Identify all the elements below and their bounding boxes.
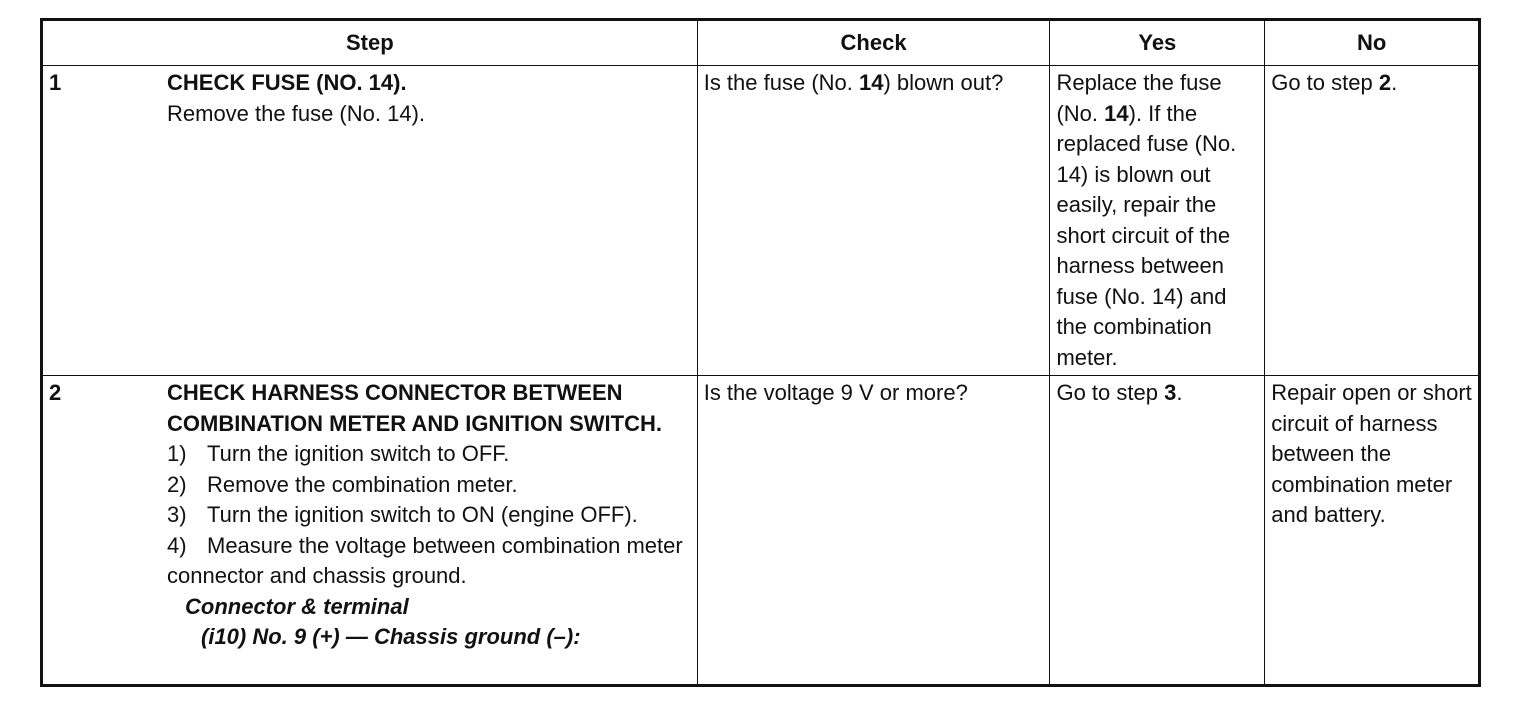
header-yes: Yes — [1050, 20, 1265, 66]
no-cell: Repair open or short circuit of harness between the combination meter and battery. — [1265, 376, 1480, 686]
diagnostic-table — [40, 18, 1481, 687]
instruction-number: 4) — [167, 532, 187, 558]
instruction-text: Measure the voltage between combination meter connector and chassis ground. — [167, 532, 683, 588]
step-title: CHECK FUSE (NO. 14). — [167, 70, 407, 95]
step-title: CHECK HARNESS CONNECTOR BETWEEN COMBINATION METER AND IGNITION SWITCH. — [167, 380, 662, 436]
instruction-item — [167, 470, 691, 501]
yes-text-start: Replace the fuse (No. — [1056, 70, 1222, 126]
header-check: Check — [697, 20, 1050, 66]
table-header-row — [42, 20, 1480, 66]
yes-suffix: . — [1176, 380, 1183, 405]
no-step-link[interactable]: 2 — [1378, 70, 1392, 95]
table-row — [42, 376, 1480, 686]
header-step: Step — [42, 20, 698, 66]
instruction-text: Turn the ignition switch to ON (engine OFF). — [207, 502, 638, 527]
instruction-number: 1) — [167, 441, 187, 466]
instruction-text: Remove the combination meter. — [207, 471, 518, 497]
connector-terminal-value: (i10) No. 9 (+) — Chassis ground (–): — [201, 624, 581, 649]
yes-cell — [1050, 66, 1265, 376]
check-text-end: ) blown out? — [883, 70, 1004, 95]
table-row — [42, 66, 1480, 376]
check-text: Is the fuse (No. — [703, 70, 859, 95]
instruction-item — [167, 500, 691, 531]
no-cell — [1265, 66, 1480, 376]
instruction-number: 3) — [167, 502, 187, 527]
no-suffix: . — [1391, 70, 1398, 95]
instruction-number: 2) — [167, 471, 187, 497]
no-prefix: Go to step — [1271, 70, 1379, 95]
step-instructions — [167, 439, 691, 592]
check-cell: Is the voltage 9 V or more? — [697, 376, 1050, 686]
instruction-item — [167, 531, 691, 592]
connector-label: Connector & terminal — [185, 593, 409, 619]
yes-prefix: Go to step — [1056, 380, 1165, 405]
check-cell — [697, 66, 1050, 376]
check-fuse-number: 14 — [859, 70, 884, 95]
yes-cell — [1050, 376, 1265, 686]
yes-text-end: ). If the replaced fuse (No. 14) is blown out easily, repair the short circuit of the harness between fuse (No. 14) and the combination meter. — [1056, 100, 1237, 370]
step-description: Remove the fuse (No. 14). — [167, 100, 426, 126]
instruction-item — [167, 439, 691, 470]
yes-fuse-number: 14 — [1104, 100, 1129, 126]
header-no: No — [1265, 20, 1480, 66]
step-number: 2 — [49, 380, 62, 405]
step-cell — [42, 376, 698, 686]
instruction-text: Turn the ignition switch to OFF. — [207, 441, 510, 466]
step-cell — [42, 66, 698, 376]
yes-step-link[interactable]: 3 — [1164, 380, 1177, 405]
step-number: 1 — [49, 70, 62, 95]
